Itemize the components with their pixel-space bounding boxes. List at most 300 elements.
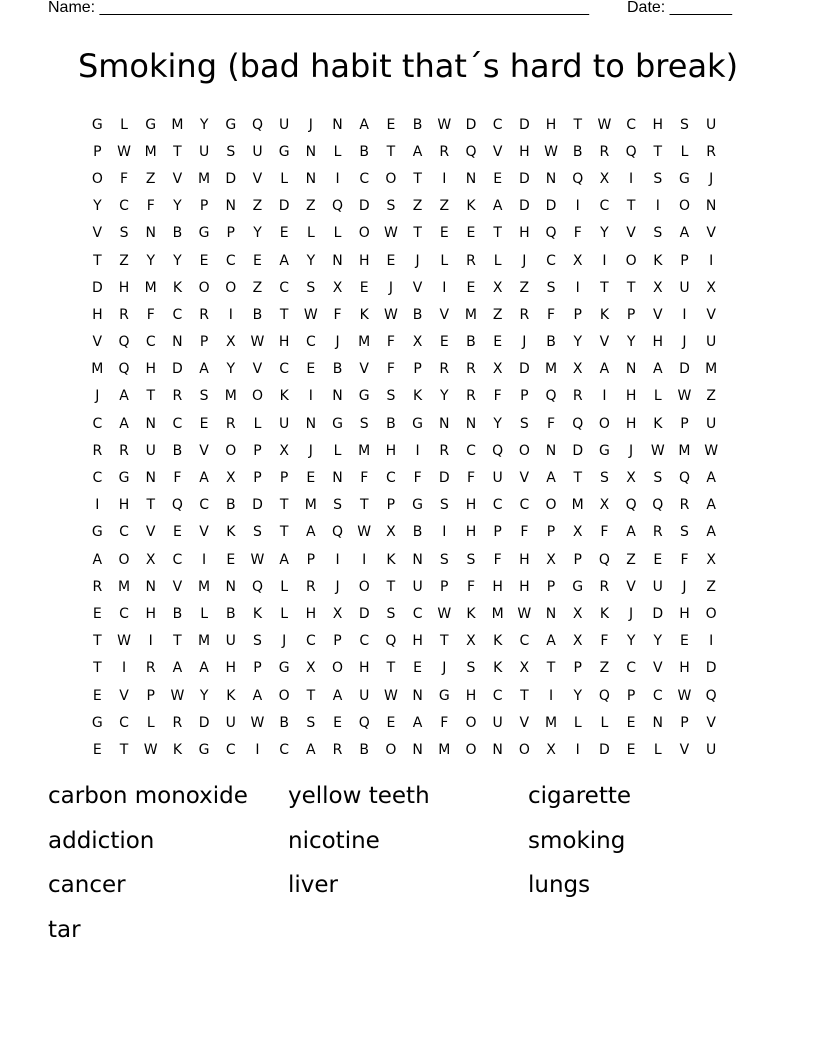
- grid-letter: Q: [251, 116, 263, 133]
- grid-letter: U: [198, 143, 210, 160]
- name-date-header: [48, 0, 748, 18]
- grid-letter: K: [226, 687, 236, 704]
- grid-letter: U: [679, 279, 690, 296]
- grid-letter: K: [252, 605, 263, 622]
- grid-letter: M: [491, 605, 504, 622]
- grid-letter: G: [358, 388, 370, 405]
- grid-letter: N: [545, 170, 557, 187]
- grid-letter: A: [626, 524, 636, 541]
- grid-letter: C: [172, 306, 183, 323]
- grid-letter: D: [252, 497, 263, 514]
- grid-letter: C: [199, 497, 209, 514]
- grid-letter: D: [518, 198, 530, 215]
- grid-letter: N: [545, 605, 557, 622]
- grid-letter: E: [306, 470, 316, 487]
- grid-letter: B: [172, 225, 183, 242]
- grid-letter: Q: [118, 361, 130, 378]
- grid-letter: T: [546, 660, 556, 677]
- grid-letter: C: [225, 252, 236, 269]
- grid-letter: U: [225, 633, 236, 650]
- grid-letter: N: [625, 361, 637, 378]
- grid-row: [84, 410, 725, 437]
- grid-letter: Q: [572, 170, 584, 187]
- grid-letter: F: [493, 388, 502, 405]
- grid-letter: L: [280, 578, 289, 595]
- grid-letter: V: [145, 524, 156, 541]
- grid-letter: M: [198, 578, 211, 595]
- grid-letter: R: [92, 442, 103, 459]
- grid-row: [84, 546, 725, 573]
- grid-letter: E: [172, 524, 182, 541]
- grid-row: [84, 573, 725, 600]
- grid-letter: N: [145, 470, 156, 487]
- grid-letter: I: [709, 633, 714, 650]
- grid-letter: M: [678, 442, 691, 459]
- grid-letter: S: [226, 143, 236, 160]
- grid-letter: B: [225, 497, 236, 514]
- grid-letter: V: [679, 741, 690, 758]
- grid-letter: S: [519, 415, 529, 432]
- grid-letter: J: [629, 442, 634, 459]
- grid-letter: E: [466, 279, 476, 296]
- grid-letter: B: [359, 741, 370, 758]
- grid-letter: K: [493, 633, 503, 650]
- grid-letter: J: [335, 334, 340, 351]
- grid-letter: F: [493, 551, 502, 568]
- grid-letter: W: [303, 306, 318, 323]
- grid-letter: I: [575, 198, 580, 215]
- grid-letter: Q: [598, 551, 610, 568]
- grid-letter: E: [493, 170, 503, 187]
- grid-letter: B: [172, 442, 183, 459]
- grid-letter: X: [519, 660, 530, 677]
- grid-letter: A: [706, 470, 716, 487]
- grid-letter: J: [95, 388, 100, 405]
- grid-letter: X: [225, 470, 236, 487]
- grid-letter: J: [442, 660, 447, 677]
- grid-letter: L: [146, 714, 155, 731]
- grid-letter: W: [704, 442, 719, 459]
- grid-letter: U: [359, 687, 370, 704]
- grid-letter: P: [146, 687, 155, 704]
- grid-letter: K: [279, 388, 289, 405]
- grid-letter: I: [308, 388, 313, 405]
- grid-letter: B: [225, 605, 236, 622]
- grid-letter: Q: [118, 334, 130, 351]
- grid-letter: V: [92, 334, 103, 351]
- grid-letter: O: [225, 442, 237, 459]
- grid-letter: I: [335, 170, 340, 187]
- grid-letter: X: [546, 741, 556, 758]
- grid-letter: T: [93, 252, 102, 269]
- grid-row: [84, 301, 725, 328]
- grid-letter: J: [682, 578, 687, 595]
- grid-letter: Y: [626, 633, 636, 650]
- grid-letter: W: [250, 334, 265, 351]
- grid-letter: F: [386, 361, 395, 378]
- grid-letter: A: [172, 660, 183, 677]
- grid-letter: M: [705, 361, 718, 378]
- grid-letter: P: [573, 660, 582, 677]
- grid-letter: E: [466, 225, 476, 242]
- grid-letter: K: [599, 605, 609, 622]
- grid-letter: O: [518, 741, 530, 758]
- grid-letter: V: [252, 361, 263, 378]
- grid-letter: F: [600, 524, 609, 541]
- grid-letter: Z: [492, 306, 503, 323]
- grid-letter: X: [572, 524, 583, 541]
- grid-letter: Z: [306, 198, 316, 215]
- grid-letter: V: [706, 306, 716, 323]
- grid-letter: A: [706, 524, 716, 541]
- grid-letter: L: [493, 252, 502, 269]
- grid-letter: T: [520, 687, 529, 704]
- grid-letter: T: [413, 225, 422, 242]
- grid-letter: C: [145, 334, 156, 351]
- grid-letter: U: [706, 415, 717, 432]
- grid-letter: F: [466, 578, 475, 595]
- grid-letter: O: [118, 551, 130, 568]
- grid-letter: I: [575, 741, 580, 758]
- grid-letter: A: [279, 551, 289, 568]
- grid-letter: V: [599, 334, 610, 351]
- grid-letter: U: [225, 714, 236, 731]
- grid-letter: A: [412, 143, 423, 160]
- grid-letter: R: [679, 497, 690, 514]
- grid-row: [84, 356, 725, 383]
- grid-row: [84, 628, 725, 655]
- grid-letter: S: [439, 497, 449, 514]
- grid-row: [84, 682, 725, 709]
- grid-letter: P: [199, 334, 209, 351]
- grid-letter: I: [709, 252, 714, 269]
- grid-letter: N: [305, 415, 317, 432]
- grid-letter: X: [626, 470, 636, 487]
- grid-letter: R: [305, 578, 316, 595]
- grid-letter: T: [573, 116, 582, 133]
- grid-letter: T: [386, 578, 396, 595]
- grid-letter: W: [437, 116, 452, 133]
- grid-letter: P: [680, 252, 689, 269]
- grid-letter: T: [306, 687, 316, 704]
- grid-letter: D: [518, 361, 530, 378]
- grid-letter: U: [279, 415, 290, 432]
- grid-row: [84, 383, 725, 410]
- grid-letter: R: [599, 143, 610, 160]
- grid-letter: A: [119, 415, 129, 432]
- grid-letter: Y: [600, 225, 609, 242]
- grid-letter: V: [519, 714, 530, 731]
- grid-letter: A: [92, 551, 103, 568]
- grid-letter: S: [653, 225, 663, 242]
- grid-letter: H: [145, 605, 156, 622]
- word-list-item: lungs: [528, 872, 591, 898]
- grid-letter: A: [252, 687, 263, 704]
- grid-letter: L: [253, 415, 262, 432]
- grid-letter: C: [225, 741, 236, 758]
- grid-letter: H: [625, 415, 637, 432]
- grid-letter: B: [332, 361, 343, 378]
- grid-letter: W: [357, 524, 372, 541]
- grid-letter: N: [439, 415, 450, 432]
- grid-letter: D: [172, 361, 183, 378]
- grid-letter: S: [359, 415, 369, 432]
- grid-letter: G: [438, 687, 450, 704]
- grid-letter: E: [253, 252, 262, 269]
- word-list-item: addiction: [48, 827, 155, 854]
- grid-letter: R: [706, 143, 717, 160]
- grid-letter: K: [386, 551, 396, 568]
- grid-letter: R: [652, 524, 663, 541]
- grid-letter: V: [359, 361, 369, 378]
- grid-letter: I: [362, 551, 367, 568]
- grid-letter: S: [546, 279, 556, 296]
- grid-letter: D: [198, 714, 210, 731]
- grid-letter: N: [412, 687, 423, 704]
- grid-letter: X: [492, 361, 503, 378]
- grid-letter: Z: [706, 388, 716, 405]
- grid-letter: M: [544, 714, 558, 731]
- grid-letter: L: [333, 442, 342, 459]
- grid-row: [84, 111, 725, 138]
- grid-letter: D: [465, 116, 477, 133]
- grid-letter: A: [306, 741, 316, 758]
- grid-letter: F: [547, 415, 556, 432]
- grid-letter: T: [146, 388, 155, 405]
- grid-letter: Y: [626, 334, 636, 351]
- grid-letter: B: [172, 605, 183, 622]
- grid-letter: R: [466, 252, 476, 269]
- grid-letter: O: [385, 741, 397, 758]
- grid-letter: Y: [199, 687, 209, 704]
- grid-letter: R: [172, 388, 183, 405]
- grid-letter: I: [255, 741, 260, 758]
- grid-letter: O: [465, 714, 477, 731]
- grid-letter: Y: [573, 334, 582, 351]
- word-list-item: cigarette: [528, 783, 632, 809]
- grid-letter: R: [572, 388, 583, 405]
- grid-letter: P: [226, 225, 235, 242]
- grid-letter: N: [332, 470, 343, 487]
- grid-letter: E: [306, 361, 316, 378]
- grid-letter: R: [439, 361, 450, 378]
- grid-letter: A: [306, 524, 316, 541]
- grid-letter: H: [118, 497, 130, 514]
- grid-letter: M: [358, 442, 371, 459]
- grid-letter: H: [652, 334, 664, 351]
- grid-letter: X: [386, 524, 396, 541]
- grid-letter: Q: [332, 198, 344, 215]
- grid-letter: X: [332, 605, 343, 622]
- grid-letter: D: [679, 361, 690, 378]
- grid-letter: V: [199, 524, 209, 541]
- grid-letter: I: [228, 306, 233, 323]
- grid-letter: Q: [358, 714, 370, 731]
- grid-letter: T: [93, 660, 102, 677]
- grid-letter: E: [626, 714, 636, 731]
- grid-letter: L: [306, 225, 315, 242]
- grid-letter: M: [198, 170, 211, 187]
- grid-letter: I: [335, 551, 340, 568]
- grid-letter: J: [282, 633, 287, 650]
- grid-letter: R: [92, 578, 103, 595]
- grid-letter: W: [677, 388, 692, 405]
- grid-letter: F: [600, 633, 609, 650]
- grid-letter: W: [117, 143, 131, 160]
- grid-letter: E: [199, 252, 209, 269]
- grid-letter: X: [279, 442, 289, 459]
- grid-letter: R: [466, 361, 476, 378]
- grid-letter: H: [519, 578, 530, 595]
- grid-letter: X: [492, 279, 503, 296]
- grid-letter: Z: [519, 279, 530, 296]
- grid-letter: Y: [199, 116, 209, 133]
- grid-letter: E: [386, 116, 396, 133]
- grid-row: [84, 492, 725, 519]
- grid-letter: J: [629, 605, 634, 622]
- grid-letter: K: [413, 388, 423, 405]
- grid-letter: G: [679, 170, 690, 187]
- grid-letter: W: [170, 687, 185, 704]
- grid-letter: O: [332, 660, 344, 677]
- grid-letter: I: [442, 279, 447, 296]
- grid-letter: Y: [440, 388, 449, 405]
- grid-letter: G: [412, 497, 424, 514]
- grid-letter: N: [705, 198, 717, 215]
- grid-letter: K: [359, 306, 369, 323]
- grid-letter: P: [253, 660, 262, 677]
- grid-letter: S: [466, 660, 476, 677]
- grid-letter: F: [386, 334, 395, 351]
- grid-letter: V: [412, 279, 423, 296]
- grid-letter: S: [253, 524, 262, 541]
- grid-letter: Y: [493, 415, 502, 432]
- grid-letter: H: [545, 116, 557, 133]
- grid-letter: P: [626, 306, 636, 323]
- grid-letter: Z: [252, 198, 263, 215]
- grid-letter: Z: [439, 198, 450, 215]
- grid-letter: L: [200, 605, 208, 622]
- grid-letter: L: [680, 143, 689, 160]
- grid-letter: D: [438, 470, 450, 487]
- grid-letter: T: [359, 497, 369, 514]
- grid-letter: C: [172, 415, 183, 432]
- grid-letter: E: [359, 279, 369, 296]
- grid-letter: J: [522, 252, 527, 269]
- grid-letter: R: [439, 442, 450, 459]
- grid-letter: M: [91, 361, 104, 378]
- grid-letter: A: [199, 470, 209, 487]
- grid-letter: Q: [545, 388, 557, 405]
- grid-letter: F: [440, 714, 449, 731]
- grid-letter: R: [332, 741, 343, 758]
- grid-row: [84, 600, 725, 627]
- grid-letter: S: [653, 170, 663, 187]
- grid-letter: P: [546, 578, 556, 595]
- grid-letter: Z: [412, 198, 423, 215]
- grid-letter: L: [280, 605, 289, 622]
- grid-letter: Z: [626, 551, 636, 568]
- grid-letter: C: [466, 442, 476, 459]
- grid-letter: W: [117, 633, 131, 650]
- grid-letter: W: [383, 225, 398, 242]
- grid-letter: O: [278, 687, 290, 704]
- grid-letter: Y: [173, 198, 182, 215]
- grid-letter: V: [492, 143, 503, 160]
- grid-letter: T: [146, 497, 155, 514]
- grid-row: [84, 437, 725, 464]
- grid-letter: T: [626, 279, 636, 296]
- grid-letter: N: [465, 170, 477, 187]
- grid-letter: O: [678, 198, 690, 215]
- grid-letter: M: [198, 633, 211, 650]
- grid-letter: Q: [332, 524, 344, 541]
- grid-letter: J: [335, 578, 340, 595]
- grid-letter: S: [306, 279, 316, 296]
- grid-letter: I: [602, 388, 607, 405]
- grid-letter: H: [625, 388, 637, 405]
- grid-letter: W: [544, 143, 558, 160]
- grid-letter: R: [439, 143, 450, 160]
- grid-letter: E: [92, 741, 102, 758]
- grid-letter: W: [650, 442, 665, 459]
- grid-letter: X: [599, 497, 610, 514]
- grid-letter: D: [278, 198, 290, 215]
- grid-letter: F: [413, 470, 422, 487]
- grid-letter: X: [466, 633, 476, 650]
- grid-letter: F: [466, 470, 475, 487]
- grid-letter: V: [92, 225, 103, 242]
- grid-letter: N: [305, 170, 317, 187]
- grid-letter: B: [412, 116, 423, 133]
- grid-letter: T: [440, 633, 449, 650]
- grid-letter: Q: [572, 415, 584, 432]
- grid-letter: S: [333, 497, 342, 514]
- grid-letter: V: [252, 170, 263, 187]
- grid-letter: P: [333, 633, 342, 650]
- grid-letter: Q: [705, 687, 717, 704]
- grid-letter: N: [332, 252, 343, 269]
- grid-letter: L: [280, 170, 289, 187]
- grid-letter: T: [119, 741, 129, 758]
- word-list-item: carbon monoxide: [48, 783, 248, 809]
- grid-letter: T: [573, 470, 582, 487]
- grid-letter: I: [95, 497, 100, 514]
- grid-letter: G: [278, 660, 290, 677]
- grid-letter: G: [198, 225, 210, 242]
- grid-letter: R: [119, 306, 129, 323]
- grid-letter: D: [652, 605, 664, 622]
- grid-letter: P: [573, 551, 582, 568]
- grid-letter: W: [143, 741, 158, 758]
- grid-letter: X: [706, 551, 716, 568]
- grid-letter: O: [358, 225, 370, 242]
- grid-letter: K: [653, 252, 663, 269]
- grid-letter: U: [706, 334, 717, 351]
- grid-letter: C: [412, 605, 423, 622]
- grid-letter: C: [119, 198, 129, 215]
- grid-letter: G: [145, 116, 157, 133]
- grid-letter: G: [572, 578, 584, 595]
- grid-letter: N: [545, 442, 557, 459]
- grid-letter: Z: [119, 252, 129, 269]
- grid-letter: C: [92, 470, 103, 487]
- grid-letter: H: [519, 143, 530, 160]
- grid-letter: K: [493, 660, 503, 677]
- grid-letter: U: [412, 578, 423, 595]
- grid-letter: I: [575, 279, 580, 296]
- puzzle-title: Smoking (bad habit that´s hard to break): [77, 47, 739, 85]
